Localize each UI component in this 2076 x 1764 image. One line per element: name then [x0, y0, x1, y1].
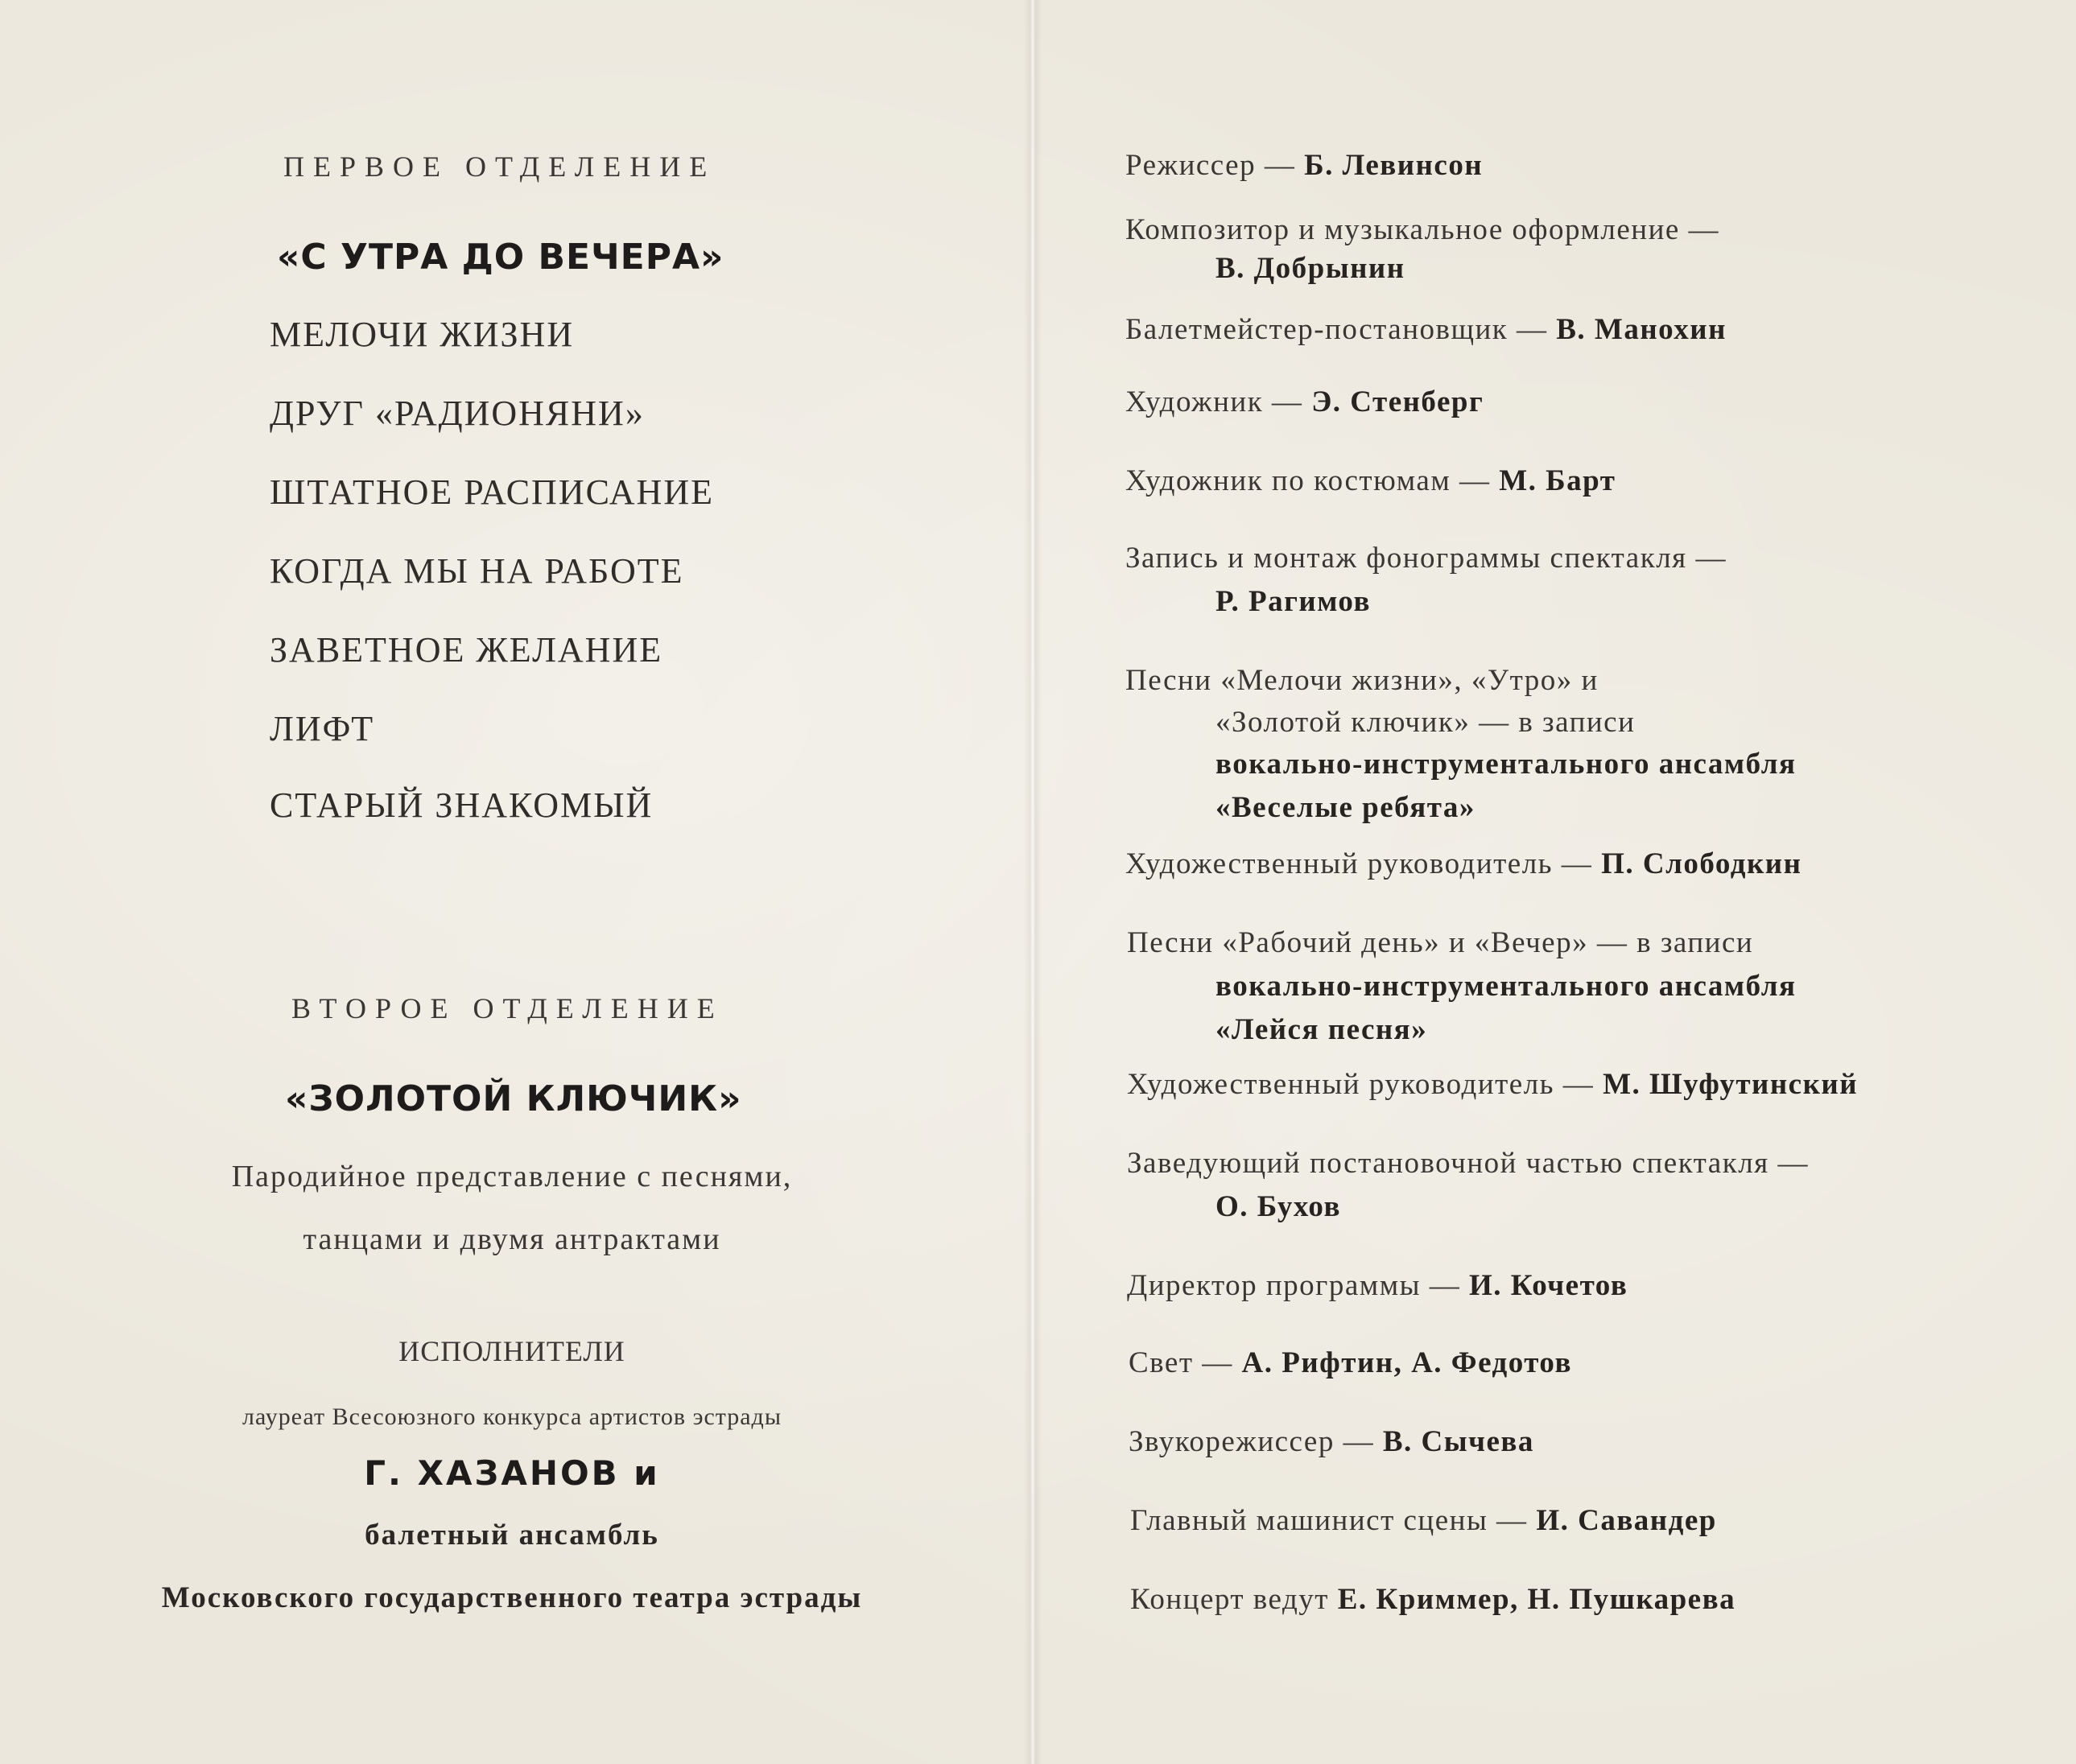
- credit-role: Звукорежиссер —: [1129, 1425, 1383, 1458]
- credit-role: Главный машинист сцены —: [1130, 1504, 1537, 1537]
- part2-title: «ЗОЛОТОЙ КЛЮЧИК»: [285, 1078, 742, 1119]
- program-number: КОГДА МЫ НА РАБОТЕ: [270, 551, 684, 591]
- credit-name: В. Сычева: [1382, 1425, 1534, 1458]
- credit-line: [1125, 663, 1599, 698]
- credit-name: В. Манохин: [1556, 313, 1727, 346]
- credit-role: Художественный руководитель —: [1127, 1068, 1603, 1101]
- credit-name: И. Кочетов: [1468, 1269, 1628, 1302]
- program-number: МЕЛОЧИ ЖИЗНИ: [270, 315, 575, 354]
- credit-line: [1125, 148, 1483, 183]
- credit-name: В. Добрынин: [1215, 252, 1405, 285]
- credit-line: [1215, 705, 1635, 740]
- credit-role: Композитор и музыкальное оформление —: [1125, 213, 1720, 246]
- credit-line: [1125, 847, 1802, 881]
- credit-line: [1215, 1012, 1427, 1047]
- program-number: ШТАТНОЕ РАСПИСАНИЕ: [270, 472, 714, 512]
- credit-line: [1215, 584, 1371, 619]
- credit-role: Песни «Рабочий день» и «Вечер» — в записи: [1127, 926, 1754, 959]
- credit-line: [1127, 1067, 1858, 1102]
- credit-role: Свет —: [1129, 1346, 1242, 1379]
- left-page: [0, 0, 1024, 1764]
- program-number: ЛИФТ: [270, 709, 375, 748]
- credit-line: [1130, 1503, 1717, 1538]
- laureate-line: лауреат Всесоюзного конкурса артистов эстрады: [242, 1403, 782, 1430]
- performers-heading: ИСПОЛНИТЕЛИ: [398, 1335, 625, 1367]
- credit-role: Режиссер —: [1125, 149, 1305, 182]
- ballet-ensemble: Московского государственного театра эстрады: [161, 1581, 863, 1614]
- credit-name: Р. Рагимов: [1215, 585, 1371, 618]
- credit-line: [1129, 1346, 1572, 1380]
- credit-name: вокально-инструментального ансамбля: [1215, 748, 1797, 781]
- credit-role: Художник —: [1125, 385, 1312, 418]
- credit-line: [1215, 1189, 1341, 1224]
- part2-description: танцами и двумя антрактами: [303, 1222, 721, 1256]
- page-fold: [1024, 0, 1042, 1764]
- credit-role: Директор программы —: [1127, 1269, 1469, 1302]
- credit-name: Е. Криммер, Н. Пушкарева: [1337, 1583, 1736, 1616]
- credit-name: П. Слободкин: [1601, 847, 1802, 880]
- credit-role: Заведующий постановочной частью спектакля —: [1127, 1147, 1809, 1180]
- credit-role: «Золотой ключик» — в записи: [1215, 706, 1636, 739]
- ballet-ensemble: балетный ансамбль: [365, 1519, 659, 1552]
- star-performer: Г. ХАЗАНОВ и: [364, 1453, 660, 1493]
- credit-line: [1125, 541, 1727, 575]
- right-page: [1042, 0, 2076, 1764]
- program-number: ДРУГ «РАДИОНЯНИ»: [270, 394, 645, 433]
- credit-role: Концерт ведут: [1130, 1583, 1338, 1616]
- part1-heading: ПЕРВОЕ ОТДЕЛЕНИЕ: [283, 150, 716, 183]
- credit-role: Художественный руководитель —: [1125, 847, 1602, 880]
- part2-heading: ВТОРОЕ ОТДЕЛЕНИЕ: [291, 992, 724, 1024]
- credit-line: [1215, 790, 1475, 825]
- credit-name: Б. Левинсон: [1304, 149, 1484, 182]
- credit-line: [1125, 212, 1719, 247]
- credit-line: [1125, 312, 1727, 347]
- credit-name: вокально-инструментального ансамбля: [1215, 970, 1797, 1003]
- credit-line: [1127, 1268, 1628, 1303]
- credit-name: «Веселые ребята»: [1215, 791, 1475, 824]
- credit-line: [1127, 925, 1753, 960]
- credit-name: А. Рифтин, А. Федотов: [1241, 1346, 1572, 1379]
- credit-line: [1125, 385, 1484, 419]
- credit-line: [1215, 251, 1405, 286]
- credit-role: Художник по костюмам —: [1125, 464, 1500, 497]
- credit-role: Балетмейстер-постановщик —: [1125, 313, 1557, 346]
- credit-line: [1125, 464, 1616, 498]
- credit-name: «Лейся песня»: [1215, 1013, 1428, 1046]
- credit-name: М. Шуфутинский: [1603, 1068, 1859, 1101]
- credit-role: Песни «Мелочи жизни», «Утро» и: [1125, 664, 1599, 697]
- credit-name: О. Бухов: [1215, 1190, 1341, 1223]
- credit-name: Э. Стенберг: [1311, 385, 1484, 418]
- credit-line: [1127, 1146, 1809, 1181]
- credit-name: М. Барт: [1499, 464, 1616, 497]
- program-number: ЗАВЕТНОЕ ЖЕЛАНИЕ: [270, 630, 663, 670]
- credit-line: [1215, 969, 1796, 1004]
- credit-name: И. Савандер: [1536, 1504, 1717, 1537]
- part2-description: Пародийное представление с песнями,: [231, 1160, 793, 1193]
- credit-line: [1129, 1424, 1534, 1459]
- credit-line: [1215, 747, 1796, 781]
- part1-title: «С УТРА ДО ВЕЧЕРА»: [277, 237, 724, 278]
- credit-role: Запись и монтаж фонограммы спектакля —: [1125, 542, 1727, 575]
- program-number: СТАРЫЙ ЗНАКОМЫЙ: [270, 785, 654, 825]
- credit-line: [1130, 1582, 1736, 1617]
